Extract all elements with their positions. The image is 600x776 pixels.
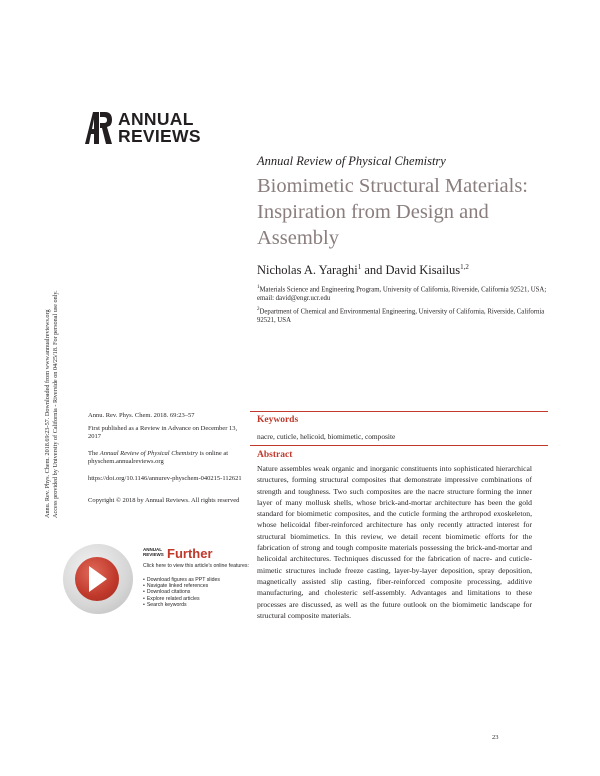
further-feature-list [143, 577, 220, 608]
logo-wordmark [118, 111, 201, 145]
further-title: Further [167, 546, 213, 561]
further-features-box[interactable] [63, 544, 249, 614]
abstract-text: Nature assembles weak organic and inorganic constituents into sophisticated hierarchical structures, forming structural composites that demonstrate impressive combinations of strength and toughness. Two such composites are the nacre structure forming the inner layer of many mollusk shells, whose brick-and-mortar architecture has been the gold standard for biomimetic composites, and the cuticle forming the arthropod exoskeleton, whose helicoidal fiber-reinforced architecture has only recently attracted interest for structural biomimetics. In this review, we detail recent biomimetic efforts for the fabrication of strong and tough composite materials possessing the brick-and-mortar and helicoidal architectures. Techniques discussed for the fabrication of nacre- and cuticle-mimetic structures include freeze casting, layer-by-layer deposition, spray deposition, magnetically assisted slip casting, fiber-reinforced composite processing, additive manufacturing, and cholesteric self-assembly. Advantages and limitations to these processes are discussed, as well as the future outlook on the biomimetic landscape for structural composite materials. [257, 464, 532, 620]
online-prefix: The [88, 450, 100, 457]
author-affil-sup: 1,2 [460, 263, 469, 271]
logo-line2: REVIEWS [118, 126, 201, 146]
further-feature-item[interactable]: • Download citations [143, 589, 220, 595]
download-notice-line1: Annu. Rev. Phys. Chem. 2018.69:23-57. Downloaded from www.annualreviews.org [44, 309, 51, 518]
affiliation-text: Materials Science and Engineering Program, University of California, Riverside, California 92521, USA; email: david@engr.ucr.edu [257, 286, 547, 303]
page-number: 23 [492, 734, 499, 741]
doi-link[interactable]: https://doi.org/10.1146/annurev-physchem-040215-112621 [88, 475, 242, 482]
further-feature-item[interactable]: • Explore related articles [143, 596, 220, 602]
article-title: Biomimetic Structural Materials: Inspiration from Design and Assembly [257, 175, 528, 249]
affiliation-sup: 2 [257, 307, 260, 312]
affiliation-2 [257, 305, 547, 325]
copyright: Copyright © 2018 by Annual Reviews. All rights reserved [88, 497, 240, 504]
annual-reviews-logo[interactable] [83, 110, 201, 146]
citation: Annu. Rev. Phys. Chem. 2018. 69:23–57 [88, 412, 195, 419]
play-arrow-icon [89, 566, 107, 592]
online-suffix: is online at physchem.annualreviews.org [88, 450, 229, 466]
author-name: David Kisailus [385, 263, 461, 278]
affiliation-1 [257, 283, 547, 303]
further-feature-item[interactable]: • Search keywords [143, 602, 220, 608]
further-feature-item[interactable]: • Navigate linked references [143, 583, 220, 589]
author-conjunction: and [361, 263, 386, 278]
logo-line1: ANNUAL [118, 109, 194, 129]
online-journal: Annual Review of Physical Chemistry [99, 450, 198, 457]
online-notice [88, 450, 248, 467]
keywords-divider [250, 411, 548, 412]
abstract-heading: Abstract [257, 450, 293, 460]
affiliation-sup: 1 [257, 285, 260, 290]
affiliation-text: Department of Chemical and Environmental Engineering, University of California, Riverside, California 92521, USA [257, 308, 545, 325]
further-feature-item[interactable]: • Download figures as PPT slides [143, 577, 220, 583]
download-notice-line2: Access provided by University of California - Riverside on 04/25/18. For personal use only. [52, 290, 59, 518]
further-intro: Click here to view this article's online features: [143, 563, 249, 569]
author-name: Nicholas A. Yaraghi [257, 263, 358, 278]
download-notice [44, 148, 74, 518]
first-published: First published as a Review in Advance on December 13, 2017 [88, 425, 238, 441]
further-brand: ANNUAL REVIEWS [143, 547, 164, 557]
annual-reviews-logo-icon [83, 110, 113, 146]
author-list [257, 263, 469, 278]
keywords-text: nacre, cuticle, helicoid, biomimetic, composite [257, 432, 396, 441]
author-affil-sup: 1 [357, 263, 362, 271]
journal-name: Annual Review of Physical Chemistry [257, 154, 446, 168]
abstract-divider [250, 445, 548, 446]
keywords-heading: Keywords [257, 415, 299, 425]
